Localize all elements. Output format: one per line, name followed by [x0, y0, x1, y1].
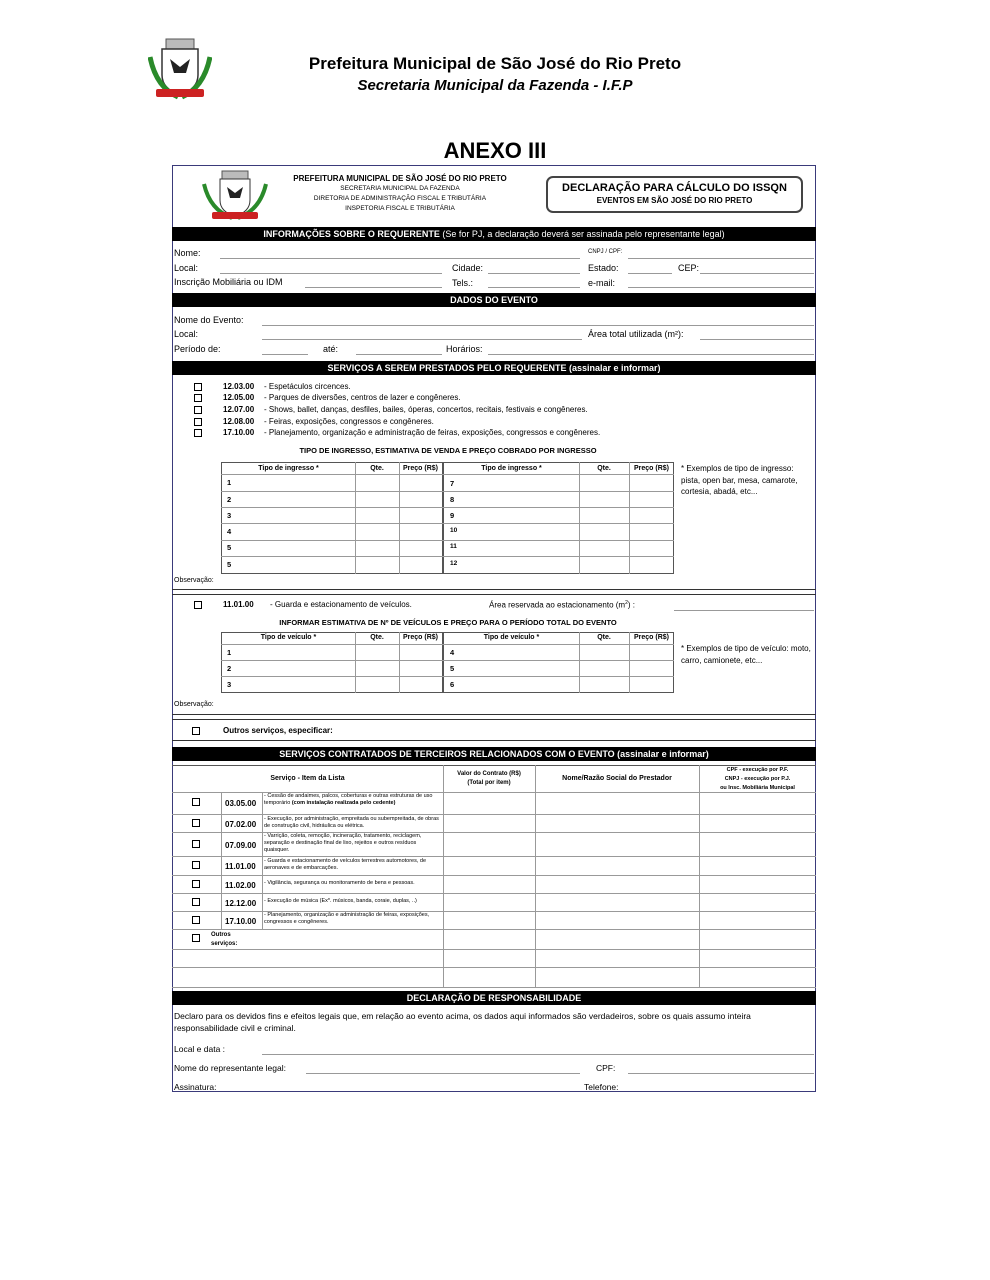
service-desc: - Feiras, exposições, congressos e congêneres. — [264, 417, 434, 426]
field-local-data[interactable] — [262, 1054, 814, 1055]
field-nome[interactable] — [220, 258, 580, 259]
vehicle-row-number: 2 — [227, 664, 232, 673]
label-inscricao: Inscrição Mobiliária ou IDM — [174, 277, 283, 287]
label-observacao: Observação: — [174, 577, 214, 584]
field-cep[interactable] — [700, 273, 814, 274]
ticket-col-qty-2: Qte. — [597, 465, 611, 472]
declaration-text: Declaro para os devidos fins e efeitos legais que, em relação ao evento acima, os dados aqui informados são verdadeiros, sobre os quais assumo inteira responsabilidade civil e criminal. — [174, 1011, 751, 1033]
checkbox-11-02[interactable] — [192, 880, 200, 888]
label-cpf: CPF: — [596, 1063, 616, 1073]
checkbox-outros[interactable] — [192, 727, 200, 735]
declaration-subtitle: EVENTOS EM SÃO JOSÉ DO RIO PRETO — [596, 196, 753, 205]
vehicle-col-type-2: Tipo de veículo * — [483, 634, 540, 641]
label-event-name: Nome do Evento: — [174, 315, 244, 325]
vehicle-col-price: Preço (R$) — [402, 634, 438, 641]
checkbox-17-10[interactable] — [194, 429, 202, 437]
label-horarios: Horários: — [446, 344, 483, 354]
label-local: Local: — [174, 263, 199, 273]
vehicle-row-number: 6 — [450, 680, 455, 689]
field-cidade[interactable] — [488, 273, 580, 274]
field-inscricao[interactable] — [305, 287, 442, 288]
form-logo — [200, 170, 270, 222]
requester-bar-note: (Se for PJ, a declaração deverá ser assinada pelo representante legal) — [442, 229, 725, 239]
vehicle-type-note: * Exemplos de tipo de veículo: moto, carro, camionete, etc... — [681, 644, 811, 665]
requester-section-bar — [172, 227, 816, 241]
third-party-section-bar: SERVIÇOS CONTRATADOS DE TERCEIROS RELACIONADOS COM O EVENTO (assinalar e informar) — [172, 747, 816, 761]
parking-area-label — [489, 600, 635, 610]
field-periodo-de[interactable] — [262, 354, 308, 355]
ticket-col-type-2: Tipo de ingresso * — [481, 465, 542, 472]
tp-desc: - Execução de música (Ex*. músicos, banda, coraie, duplas, ..) — [264, 898, 417, 904]
checkbox-12-05[interactable] — [194, 394, 202, 402]
ticket-row-number: 2 — [227, 495, 232, 504]
checkbox-12-12[interactable] — [192, 898, 200, 906]
vehicle-table — [221, 632, 674, 693]
label-tels: Tels.: — [452, 278, 474, 288]
col-doc-3: ou Insc. Mobiliária Municipal — [720, 785, 795, 791]
col-doc-2: CNPJ - execução por P.J. — [724, 776, 791, 782]
service-code: 12.07.00 — [223, 405, 255, 414]
col-service: Serviço - Item da Lista — [270, 775, 345, 782]
checkbox-03-05[interactable] — [192, 798, 200, 806]
label-telefone: Telefone: — [584, 1082, 619, 1092]
field-parking-area[interactable] — [674, 610, 814, 611]
tp-desc: - Guarda e estacionamento de veículos terrestres automotores, de aeronaves e de embarcações. — [264, 858, 427, 871]
ticket-table — [221, 462, 674, 574]
org-dept-1: SECRETARIA MUNICIPAL DA FAZENDA — [340, 185, 460, 192]
ticket-col-price: Preço (R$) — [402, 465, 438, 472]
checkbox-07-09[interactable] — [192, 840, 200, 848]
ticket-row-number: 8 — [450, 495, 455, 504]
checkbox-07-02[interactable] — [192, 819, 200, 827]
vehicle-row-number: 3 — [227, 680, 232, 689]
parking-code: 11.01.00 — [223, 600, 254, 609]
tp-code: 12.12.00 — [225, 899, 257, 908]
tp-others-label: Outros serviços: — [211, 932, 238, 947]
ticket-row-number: 5 — [227, 543, 232, 552]
page-subtitle: Secretaria Municipal da Fazenda - I.F.P — [357, 77, 633, 94]
ticket-row-number: 4 — [227, 527, 232, 536]
label-ate: até: — [323, 344, 339, 354]
label-email: e-mail: — [588, 278, 616, 288]
declaration-title: DECLARAÇÃO PARA CÁLCULO DO ISSQN — [562, 182, 787, 194]
requester-bar-label: INFORMAÇÕES SOBRE O REQUERENTE — [263, 229, 440, 239]
tp-code: 17.10.00 — [225, 917, 257, 926]
annex-title: ANEXO III — [443, 138, 547, 163]
tp-desc: - Execução, por administração, empreitada ou subempreitada, de obras de construção civil, hidráulica ou elétrica. — [264, 816, 439, 829]
tp-code: 11.02.00 — [225, 881, 256, 890]
service-code: 12.05.00 — [223, 393, 255, 402]
col-name: Nome/Razão Social do Prestador — [562, 775, 672, 782]
ticket-row-number: 3 — [227, 511, 232, 520]
label-cep: CEP: — [678, 263, 700, 273]
field-local[interactable] — [220, 273, 442, 274]
ticket-row-number: 11 — [450, 543, 457, 550]
label-estado: Estado: — [588, 263, 619, 273]
parking-area-text: Área reservada ao estacionamento (m — [489, 600, 626, 610]
vehicle-col-qty-2: Qte. — [597, 634, 611, 641]
tp-desc: - Planejamento, organização e administração de feiras, exposições, congressos e congêneres. — [264, 912, 430, 925]
label-area: Área total utilizada (m²): — [588, 329, 684, 339]
vehicle-table-title: INFORMAR ESTIMATIVA DE Nº DE VEÍCULOS E PREÇO PARA O PERÍODO TOTAL DO EVENTO — [279, 618, 617, 627]
ticket-row-number: 5 — [227, 560, 232, 569]
ticket-col-type: Tipo de ingresso * — [258, 465, 319, 472]
service-code: 12.03.00 — [223, 382, 255, 391]
vehicle-col-type: Tipo de veículo * — [260, 634, 317, 641]
tp-desc-bold: (com instalação realizada pelo cedente) — [291, 800, 396, 806]
checkbox-12-08[interactable] — [194, 418, 202, 426]
ticket-type-note: * Exemplos de tipo de ingresso: pista, open bar, mesa, camarote, cortesia, abadá, etc... — [681, 464, 798, 496]
ticket-row-number: 12 — [450, 560, 458, 567]
checkbox-12-03[interactable] — [194, 383, 202, 391]
tp-code: 07.02.00 — [225, 820, 257, 829]
col-doc-1: CPF - execução por P.F. — [726, 767, 789, 773]
tp-code: 07.09.00 — [225, 841, 257, 850]
service-desc: - Espetáculos circences. — [264, 382, 351, 391]
vehicle-row-number: 4 — [450, 648, 455, 657]
field-estado[interactable] — [628, 273, 672, 274]
tp-desc-text: - Cessão de andaimes, palcos, coberturas e outras estruturas de uso temporário — [264, 793, 433, 806]
vehicle-row-number: 1 — [227, 648, 232, 657]
field-event-name[interactable] — [262, 325, 814, 326]
label-observacao-2: Observação: — [174, 701, 214, 708]
vehicle-col-price-2: Preço (R$) — [633, 634, 669, 641]
event-section-bar: DADOS DO EVENTO — [172, 293, 816, 307]
vehicle-col-qty: Qte. — [370, 634, 384, 641]
checkbox-12-07[interactable] — [194, 406, 202, 414]
field-email[interactable] — [628, 287, 814, 288]
checkbox-17-10-tp[interactable] — [192, 916, 200, 924]
parking-area-sup: 2 — [625, 600, 628, 606]
tp-desc — [264, 793, 442, 807]
checkbox-11-01-tp[interactable] — [192, 861, 200, 869]
checkbox-11-01[interactable] — [194, 601, 202, 609]
label-cnpj: CNPJ / CPF: — [588, 249, 623, 255]
declaration-section-bar: DECLARAÇÃO DE RESPONSABILIDADE — [172, 991, 816, 1005]
tp-desc: - Vigilância, segurança ou monitoramento de bens e pessoas. — [264, 880, 415, 886]
ticket-row-number: 9 — [450, 511, 455, 520]
field-cpf[interactable] — [628, 1073, 814, 1074]
label-nome: Nome: — [174, 248, 201, 258]
label-representative: Nome do representante legal: — [174, 1063, 286, 1073]
org-dept-3: INSPETORIA FISCAL E TRIBUTÁRIA — [345, 205, 455, 212]
parking-desc: - Guarda e estacionamento de veículos. — [270, 600, 412, 609]
ticket-col-price-2: Preço (R$) — [633, 465, 669, 472]
field-representative[interactable] — [306, 1073, 580, 1074]
label-local-data: Local e data : — [174, 1044, 226, 1054]
ticket-row-number: 10 — [450, 527, 458, 534]
label-assinatura: Assinatura: — [174, 1082, 217, 1092]
org-name: PREFEITURA MUNICIPAL DE SÃO JOSÉ DO RIO PRETO — [293, 174, 507, 183]
field-area[interactable] — [700, 339, 814, 340]
label-event-local: Local: — [174, 329, 199, 339]
col-value-2: (Total por item) — [467, 780, 511, 786]
field-periodo-ate[interactable] — [356, 354, 442, 355]
ticket-col-qty: Qte. — [370, 465, 384, 472]
ticket-table-title: TIPO DE INGRESSO, ESTIMATIVA DE VENDA E PREÇO COBRADO POR INGRESSO — [299, 446, 597, 455]
label-cidade: Cidade: — [452, 263, 484, 273]
field-tels[interactable] — [488, 287, 580, 288]
field-cnpj[interactable] — [628, 258, 814, 259]
page-title: Prefeitura Municipal de São José do Rio Preto — [308, 54, 682, 73]
declaration-title-box — [546, 176, 803, 213]
service-code: 17.10.00 — [223, 428, 255, 437]
checkbox-outros-tp[interactable] — [192, 934, 200, 942]
service-code: 12.08.00 — [223, 417, 255, 426]
field-horarios[interactable] — [488, 354, 814, 355]
col-value-1: Valor do Contrato (R$) — [457, 771, 521, 777]
tp-desc: - Varrição, coleta, remoção, incineração, tratamento, reciclagem, separação e destinação final de lixo, rejeitos e outros resíduos quaisquer. — [264, 833, 422, 853]
field-event-local[interactable] — [262, 339, 582, 340]
parking-area-end: ) : — [627, 600, 635, 610]
others-label: Outros serviços, especificar: — [223, 726, 333, 735]
tp-code: 11.01.00 — [225, 862, 256, 871]
org-dept-2: DIRETORIA DE ADMINISTRAÇÃO FISCAL E TRIBUTÁRIA — [313, 195, 487, 202]
tp-code: 03.05.00 — [225, 799, 257, 808]
ticket-row-number: 1 — [227, 478, 232, 487]
service-desc: - Shows, ballet, danças, desfiles, bailes, óperas, concertos, recitais, festivais e congêneres. — [264, 405, 588, 414]
services-section-bar: SERVIÇOS A SEREM PRESTADOS PELO REQUERENTE (assinalar e informar) — [172, 361, 816, 375]
service-desc: - Planejamento, organização e administração de feiras, exposições, congressos e congêneres. — [264, 428, 601, 437]
service-desc: - Parques de diversões, centros de lazer e congêneres. — [264, 393, 461, 402]
vehicle-row-number: 5 — [450, 664, 455, 673]
ticket-row-number: 7 — [450, 479, 455, 488]
label-periodo: Período de: — [174, 344, 221, 354]
